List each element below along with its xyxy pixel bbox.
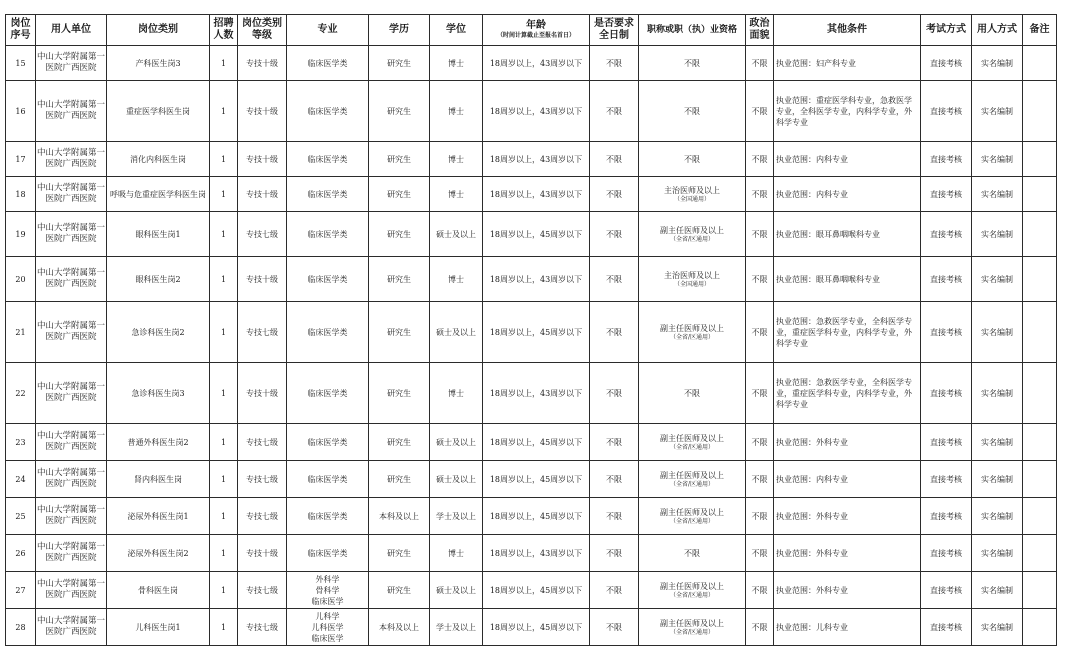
cell-education: 研究生 [369,142,430,177]
table-row [6,609,1057,646]
cell-unit: 中山大学附属第一医院广西医院 [36,498,107,535]
cell-exam: 直接考核 [921,177,972,212]
table-row [6,572,1057,609]
cell-qualification [639,302,746,363]
cell-major: 临床医学类 [287,461,369,498]
cell-seq: 21 [6,302,36,363]
cell-fulltime: 不限 [590,46,639,81]
cell-qualification [639,461,746,498]
cell-count: 1 [210,46,238,81]
cell-qualification [639,81,746,142]
cell-degree: 硕士及以上 [430,424,483,461]
cell-qualification [639,142,746,177]
header-fulltime: 是否要求 全日制 [590,15,639,46]
cell-seq: 17 [6,142,36,177]
cell-qualification [639,572,746,609]
cell-unit: 中山大学附属第一医院广西医院 [36,257,107,302]
cell-remark [1023,498,1057,535]
table-row [6,46,1057,81]
cell-fulltime: 不限 [590,177,639,212]
cell-grade: 专技七级 [238,461,287,498]
cell-degree: 博士 [430,535,483,572]
cell-seq: 22 [6,363,36,424]
cell-political: 不限 [746,212,774,257]
cell-exam: 直接考核 [921,212,972,257]
cell-other: 执业范围：眼耳鼻咽喉科专业 [774,212,921,257]
qualification-text: 主治医师及以上 [664,270,720,280]
cell-degree: 博士 [430,142,483,177]
cell-education: 研究生 [369,46,430,81]
cell-exam: 直接考核 [921,461,972,498]
cell-grade: 专技十级 [238,535,287,572]
qualification-text: 不限 [684,388,700,398]
cell-seq: 27 [6,572,36,609]
qualification-text: 不限 [684,548,700,558]
cell-major: 临床医学类 [287,46,369,81]
cell-fulltime: 不限 [590,363,639,424]
cell-degree: 博士 [430,257,483,302]
cell-age: 18周岁以上，45周岁以下 [483,461,590,498]
header-unit: 用人单位 [36,15,107,46]
cell-major: 临床医学类 [287,142,369,177]
cell-grade: 专技十级 [238,177,287,212]
qualification-scope: （全省/区通用） [669,591,715,599]
cell-count: 1 [210,177,238,212]
cell-employment: 实名编制 [972,81,1023,142]
cell-remark [1023,212,1057,257]
cell-other: 执业范围：外科专业 [774,424,921,461]
cell-unit: 中山大学附属第一医院广西医院 [36,572,107,609]
cell-employment: 实名编制 [972,142,1023,177]
cell-employment: 实名编制 [972,363,1023,424]
cell-fulltime: 不限 [590,424,639,461]
cell-count: 1 [210,498,238,535]
qualification-text: 副主任医师及以上 [660,433,724,443]
header-row [6,15,1057,46]
cell-education: 研究生 [369,363,430,424]
cell-category: 呼吸与危重症医学科医生岗 [107,177,210,212]
cell-qualification [639,498,746,535]
cell-other: 执业范围：内科专业 [774,461,921,498]
cell-qualification [639,609,746,646]
header-age [483,15,590,46]
cell-seq: 28 [6,609,36,646]
cell-employment: 实名编制 [972,257,1023,302]
cell-fulltime: 不限 [590,461,639,498]
cell-qualification [639,46,746,81]
cell-fulltime: 不限 [590,572,639,609]
cell-political: 不限 [746,572,774,609]
cell-other: 执业范围：内科专业 [774,142,921,177]
cell-employment: 实名编制 [972,461,1023,498]
cell-grade: 专技十级 [238,46,287,81]
header-count: 招聘 人数 [210,15,238,46]
cell-seq: 16 [6,81,36,142]
cell-education: 研究生 [369,424,430,461]
cell-age: 18周岁以上，45周岁以下 [483,609,590,646]
cell-qualification [639,257,746,302]
cell-count: 1 [210,81,238,142]
cell-political: 不限 [746,498,774,535]
cell-count: 1 [210,424,238,461]
cell-age: 18周岁以上，45周岁以下 [483,498,590,535]
cell-seq: 24 [6,461,36,498]
recruitment-table [5,14,1057,646]
cell-exam: 直接考核 [921,142,972,177]
cell-count: 1 [210,302,238,363]
cell-political: 不限 [746,302,774,363]
cell-major: 临床医学类 [287,177,369,212]
cell-degree: 硕士及以上 [430,461,483,498]
cell-grade: 专技七级 [238,302,287,363]
cell-category: 泌尿外科医生岗2 [107,535,210,572]
header-degree: 学位 [430,15,483,46]
cell-political: 不限 [746,424,774,461]
cell-age: 18周岁以上，45周岁以下 [483,212,590,257]
header-other: 其他条件 [774,15,921,46]
cell-education: 研究生 [369,302,430,363]
cell-grade: 专技十级 [238,142,287,177]
header-qualification: 职称或职（执）业资格 [639,15,746,46]
table-row [6,81,1057,142]
cell-category: 眼科医生岗2 [107,257,210,302]
cell-education: 研究生 [369,535,430,572]
cell-category: 儿科医生岗1 [107,609,210,646]
cell-grade: 专技七级 [238,572,287,609]
cell-other: 执业范围：妇产科专业 [774,46,921,81]
table-row [6,177,1057,212]
cell-political: 不限 [746,46,774,81]
cell-count: 1 [210,212,238,257]
cell-major: 儿科学 儿科医学 临床医学 [287,609,369,646]
qualification-text: 主治医师及以上 [664,185,720,195]
cell-education: 研究生 [369,177,430,212]
cell-category: 急诊科医生岗2 [107,302,210,363]
cell-age: 18周岁以上，43周岁以下 [483,177,590,212]
cell-exam: 直接考核 [921,609,972,646]
cell-employment: 实名编制 [972,212,1023,257]
cell-count: 1 [210,572,238,609]
cell-other: 执业范围：重症医学科专业，急救医学专业，全科医学专业，内科学专业，外科学专业 [774,81,921,142]
cell-exam: 直接考核 [921,498,972,535]
cell-exam: 直接考核 [921,257,972,302]
cell-age: 18周岁以上，43周岁以下 [483,81,590,142]
header-age-label: 年龄 [526,20,546,31]
header-political: 政治 面貌 [746,15,774,46]
cell-exam: 直接考核 [921,46,972,81]
cell-remark [1023,81,1057,142]
cell-political: 不限 [746,177,774,212]
cell-exam: 直接考核 [921,572,972,609]
cell-other: 执业范围：儿科专业 [774,609,921,646]
cell-seq: 20 [6,257,36,302]
cell-fulltime: 不限 [590,535,639,572]
table-row [6,424,1057,461]
cell-seq: 23 [6,424,36,461]
cell-count: 1 [210,461,238,498]
cell-exam: 直接考核 [921,424,972,461]
cell-count: 1 [210,363,238,424]
qualification-text: 不限 [684,58,700,68]
cell-other: 执业范围：急救医学专业，全科医学专业，重症医学科专业，内科学专业，外科学专业 [774,302,921,363]
cell-category: 急诊科医生岗3 [107,363,210,424]
cell-unit: 中山大学附属第一医院广西医院 [36,46,107,81]
cell-count: 1 [210,609,238,646]
cell-education: 本科及以上 [369,609,430,646]
qualification-text: 副主任医师及以上 [660,618,724,628]
cell-grade: 专技十级 [238,257,287,302]
qualification-text: 副主任医师及以上 [660,470,724,480]
table-row [6,461,1057,498]
cell-unit: 中山大学附属第一医院广西医院 [36,535,107,572]
cell-employment: 实名编制 [972,609,1023,646]
header-category: 岗位类别 [107,15,210,46]
cell-other: 执业范围：外科专业 [774,498,921,535]
table-row [6,535,1057,572]
cell-qualification [639,212,746,257]
cell-remark [1023,46,1057,81]
cell-major: 临床医学类 [287,81,369,142]
cell-grade: 专技七级 [238,212,287,257]
cell-category: 骨科医生岗 [107,572,210,609]
table-row [6,212,1057,257]
cell-qualification [639,363,746,424]
cell-political: 不限 [746,142,774,177]
qualification-text: 副主任医师及以上 [660,581,724,591]
cell-fulltime: 不限 [590,81,639,142]
cell-other: 执业范围：外科专业 [774,535,921,572]
cell-fulltime: 不限 [590,142,639,177]
cell-major: 临床医学类 [287,498,369,535]
cell-remark [1023,257,1057,302]
cell-major: 临床医学类 [287,363,369,424]
cell-degree: 硕士及以上 [430,572,483,609]
cell-category: 肾内科医生岗 [107,461,210,498]
cell-age: 18周岁以上，43周岁以下 [483,535,590,572]
cell-grade: 专技十级 [238,81,287,142]
cell-political: 不限 [746,257,774,302]
cell-unit: 中山大学附属第一医院广西医院 [36,81,107,142]
cell-education: 研究生 [369,572,430,609]
cell-political: 不限 [746,81,774,142]
cell-grade: 专技七级 [238,424,287,461]
cell-major: 临床医学类 [287,302,369,363]
cell-unit: 中山大学附属第一医院广西医院 [36,142,107,177]
cell-fulltime: 不限 [590,609,639,646]
cell-unit: 中山大学附属第一医院广西医院 [36,424,107,461]
cell-count: 1 [210,535,238,572]
cell-remark [1023,535,1057,572]
cell-seq: 26 [6,535,36,572]
cell-unit: 中山大学附属第一医院广西医院 [36,302,107,363]
cell-remark [1023,572,1057,609]
cell-education: 研究生 [369,212,430,257]
cell-remark [1023,142,1057,177]
cell-employment: 实名编制 [972,535,1023,572]
table-row [6,302,1057,363]
cell-unit: 中山大学附属第一医院广西医院 [36,177,107,212]
cell-political: 不限 [746,609,774,646]
cell-remark [1023,363,1057,424]
qualification-text: 不限 [684,154,700,164]
cell-qualification [639,424,746,461]
header-exam: 考试方式 [921,15,972,46]
cell-remark [1023,424,1057,461]
cell-employment: 实名编制 [972,46,1023,81]
cell-category: 产科医生岗3 [107,46,210,81]
qualification-scope: （全省/区通用） [669,333,715,341]
cell-major: 临床医学类 [287,535,369,572]
table-row [6,257,1057,302]
cell-qualification [639,177,746,212]
cell-unit: 中山大学附属第一医院广西医院 [36,461,107,498]
cell-age: 18周岁以上，43周岁以下 [483,142,590,177]
cell-exam: 直接考核 [921,535,972,572]
table-row [6,363,1057,424]
cell-category: 重症医学科医生岗 [107,81,210,142]
cell-education: 研究生 [369,81,430,142]
cell-employment: 实名编制 [972,498,1023,535]
cell-exam: 直接考核 [921,363,972,424]
qualification-scope: （全省/区通用） [669,443,715,451]
header-major: 专业 [287,15,369,46]
cell-fulltime: 不限 [590,302,639,363]
cell-remark [1023,177,1057,212]
cell-other: 执业范围：急救医学专业，全科医学专业，重症医学科专业，内科学专业，外科学专业 [774,363,921,424]
cell-fulltime: 不限 [590,212,639,257]
cell-education: 研究生 [369,257,430,302]
qualification-scope: （全国通用） [673,195,710,203]
cell-degree: 博士 [430,177,483,212]
header-grade: 岗位类别 等级 [238,15,287,46]
cell-fulltime: 不限 [590,498,639,535]
cell-degree: 学士及以上 [430,498,483,535]
qualification-scope: （全省/区通用） [669,480,715,488]
cell-count: 1 [210,257,238,302]
qualification-text: 副主任医师及以上 [660,323,724,333]
cell-education: 研究生 [369,461,430,498]
cell-degree: 学士及以上 [430,609,483,646]
header-employment: 用人方式 [972,15,1023,46]
cell-age: 18周岁以上，43周岁以下 [483,363,590,424]
cell-remark [1023,609,1057,646]
header-age-note: （时间计算截止至报名首日） [496,32,575,39]
cell-degree: 博士 [430,363,483,424]
cell-political: 不限 [746,535,774,572]
cell-qualification [639,535,746,572]
cell-grade: 专技七级 [238,498,287,535]
cell-count: 1 [210,142,238,177]
cell-age: 18周岁以上，43周岁以下 [483,46,590,81]
cell-political: 不限 [746,461,774,498]
cell-category: 消化内科医生岗 [107,142,210,177]
cell-degree: 硕士及以上 [430,302,483,363]
cell-unit: 中山大学附属第一医院广西医院 [36,609,107,646]
cell-major: 外科学 骨科学 临床医学 [287,572,369,609]
cell-degree: 博士 [430,46,483,81]
cell-degree: 硕士及以上 [430,212,483,257]
cell-seq: 19 [6,212,36,257]
cell-other: 执业范围：内科专业 [774,177,921,212]
cell-major: 临床医学类 [287,257,369,302]
qualification-scope: （全省/区通用） [669,235,715,243]
cell-employment: 实名编制 [972,424,1023,461]
cell-major: 临床医学类 [287,212,369,257]
header-seq: 岗位 序号 [6,15,36,46]
cell-age: 18周岁以上，45周岁以下 [483,302,590,363]
qualification-scope: （全省/区通用） [669,628,715,636]
qualification-text: 不限 [684,106,700,116]
cell-employment: 实名编制 [972,177,1023,212]
table-row [6,498,1057,535]
cell-employment: 实名编制 [972,302,1023,363]
cell-seq: 25 [6,498,36,535]
cell-degree: 博士 [430,81,483,142]
cell-exam: 直接考核 [921,302,972,363]
cell-category: 普通外科医生岗2 [107,424,210,461]
cell-unit: 中山大学附属第一医院广西医院 [36,212,107,257]
cell-education: 本科及以上 [369,498,430,535]
cell-remark [1023,302,1057,363]
cell-major: 临床医学类 [287,424,369,461]
cell-seq: 15 [6,46,36,81]
cell-unit: 中山大学附属第一医院广西医院 [36,363,107,424]
qualification-scope: （全省/区通用） [669,517,715,525]
cell-seq: 18 [6,177,36,212]
cell-other: 执业范围：外科专业 [774,572,921,609]
cell-age: 18周岁以上，45周岁以下 [483,424,590,461]
cell-category: 泌尿外科医生岗1 [107,498,210,535]
cell-other: 执业范围：眼耳鼻咽喉科专业 [774,257,921,302]
cell-political: 不限 [746,363,774,424]
header-remark: 备注 [1023,15,1057,46]
qualification-text: 副主任医师及以上 [660,225,724,235]
cell-age: 18周岁以上，45周岁以下 [483,572,590,609]
cell-age: 18周岁以上，43周岁以下 [483,257,590,302]
cell-fulltime: 不限 [590,257,639,302]
cell-employment: 实名编制 [972,572,1023,609]
cell-category: 眼科医生岗1 [107,212,210,257]
cell-exam: 直接考核 [921,81,972,142]
cell-grade: 专技十级 [238,363,287,424]
cell-remark [1023,461,1057,498]
qualification-text: 副主任医师及以上 [660,507,724,517]
header-education: 学历 [369,15,430,46]
qualification-scope: （全国通用） [673,280,710,288]
cell-grade: 专技七级 [238,609,287,646]
table-row [6,142,1057,177]
